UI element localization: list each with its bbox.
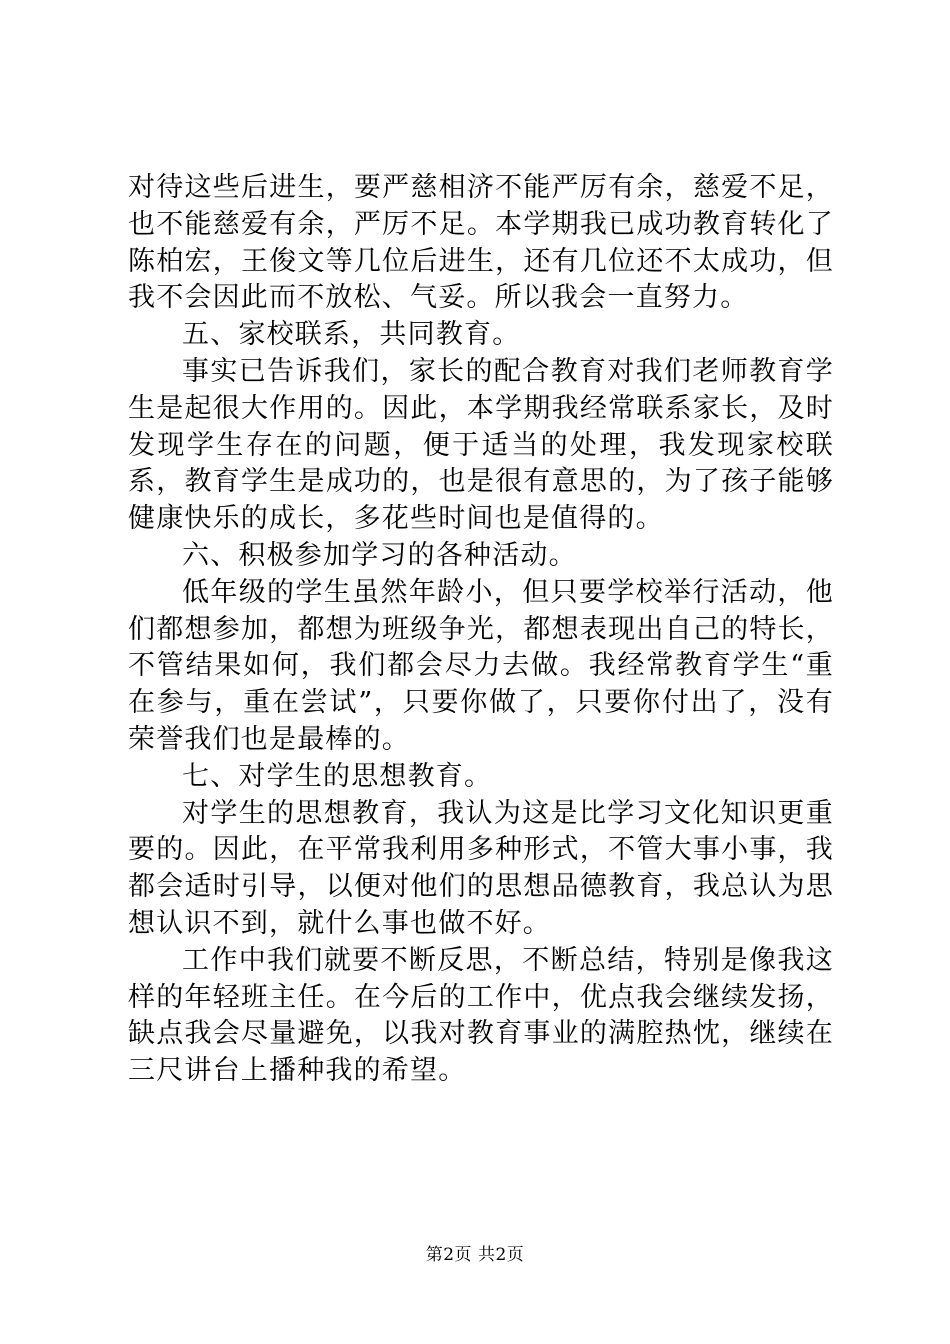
- heading-section-7: 七、对学生的思想教育。: [182, 760, 493, 792]
- heading-section-6: 六、积极参加学习的各种活动。: [182, 539, 577, 571]
- document-body: [128, 170, 834, 1090]
- paragraph-section-6: 低年级的学生虽然年龄小，但只要学校举行活动，他们都想参加，都想为班级争光，都想表现出自己的特长，不管结果如何，我们都会尽力去做。我经常教育学生“重在参与，重在尝试”，只要你做了，只要你付出了，没有荣誉我们也是最棒的。: [128, 576, 834, 755]
- page-number-footer: 第2页 共2页: [425, 1245, 525, 1265]
- paragraph-continuation: 对待这些后进生，要严慈相济不能严厉有余，慈爱不足，也不能慈爱有余，严厉不足。本学期我已成功教育转化了陈柏宏，王俊文等几位后进生，还有几位还不太成功，但我不会因此而不放松、气妥。所以我会一直努力。: [128, 172, 834, 314]
- heading-section-5: 五、家校联系，共同教育。: [182, 319, 521, 351]
- paragraph-conclusion: 工作中我们就要不断反思，不断总结，特别是像我这样的年轻班主任。在今后的工作中，优点我会继续发扬，缺点我会尽量避免，以我对教育事业的满腔热忱，继续在三尺讲台上播种我的希望。: [128, 944, 834, 1087]
- paragraph-section-5: 事实已告诉我们，家长的配合教育对我们老师教育学生是起很大作用的。因此，本学期我经常联系家长，及时发现学生存在的问题，便于适当的处理，我发现家校联系，教育学生是成功的，也是很有意思的，为了孩子能够健康快乐的成长，多花些时间也是值得的。: [128, 355, 834, 535]
- paragraph-section-7: 对学生的思想教育，我认为这是比学习文化知识更重要的。因此，在平常我利用多种形式，不管大事小事，我都会适时引导，以便对他们的思想品德教育，我总认为思想认识不到，就什么事也做不好。: [128, 797, 834, 939]
